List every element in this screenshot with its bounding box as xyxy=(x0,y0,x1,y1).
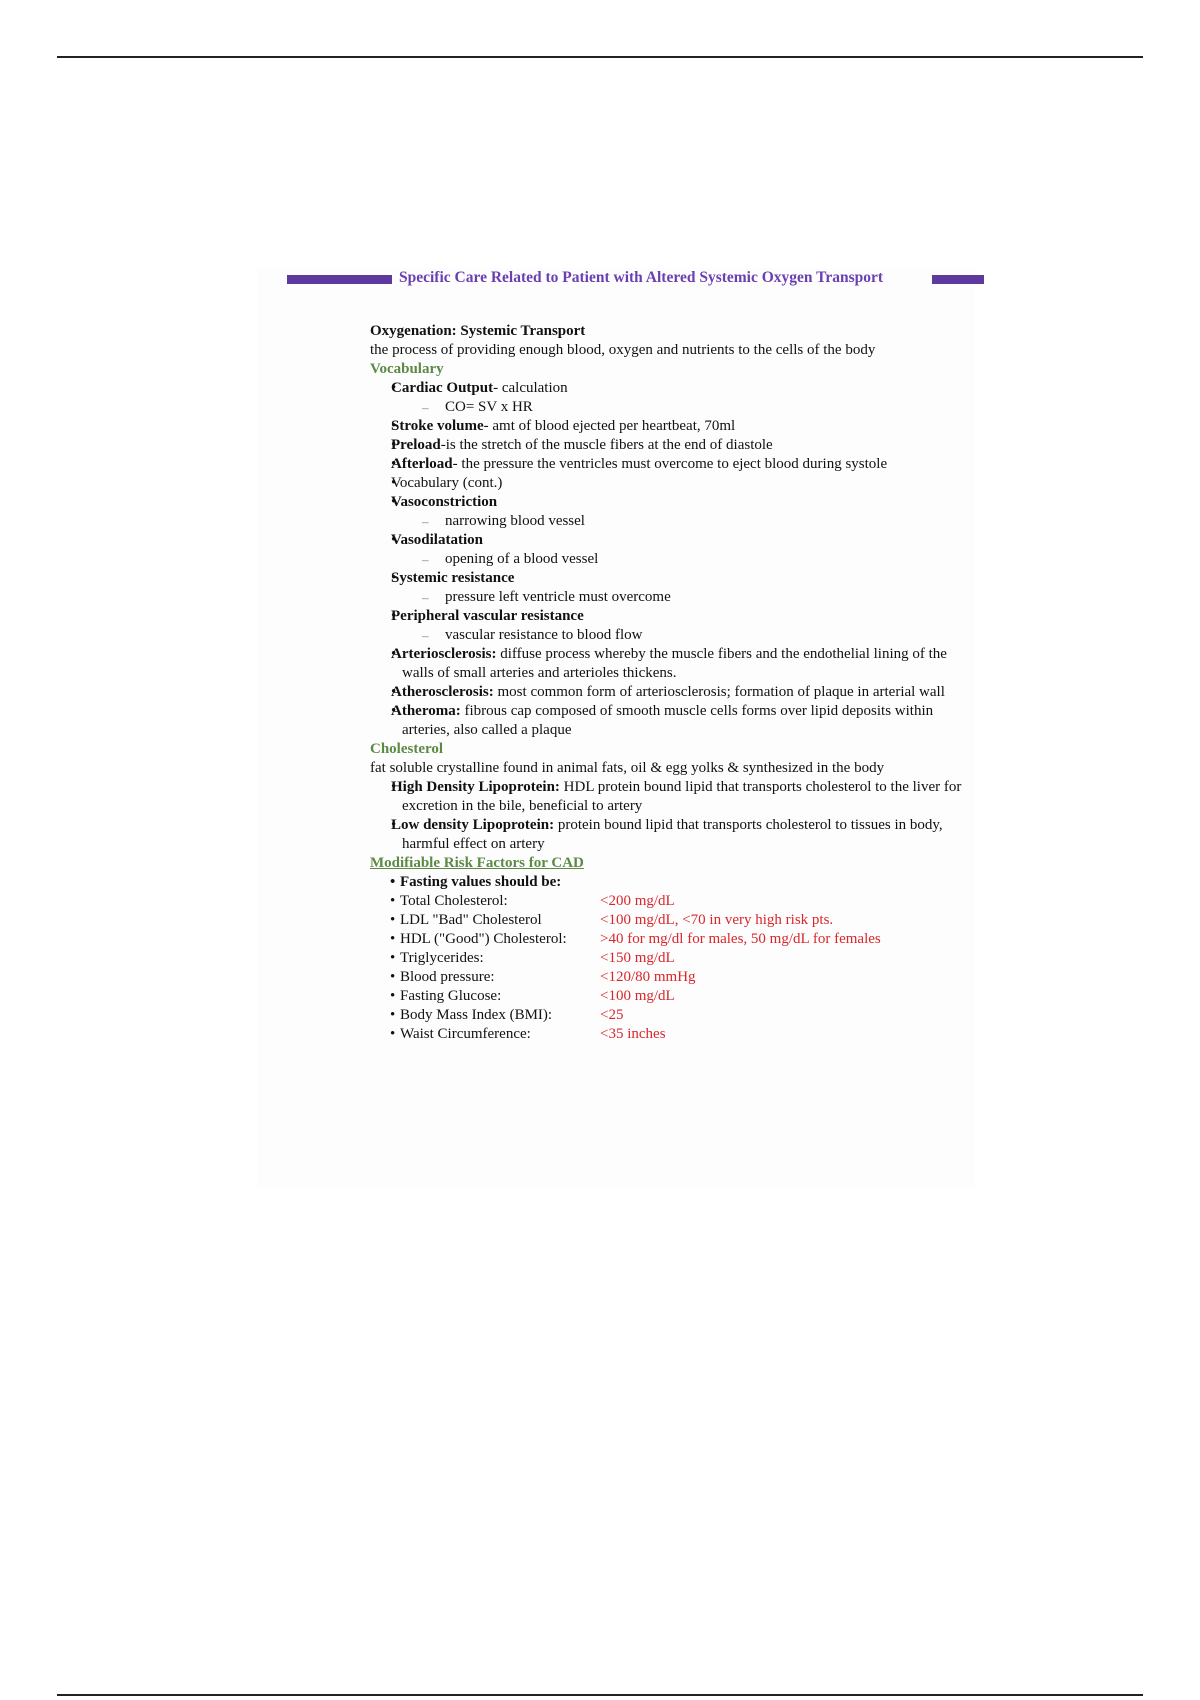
banner-title: Specific Care Related to Patient with Altered Systemic Oxygen Transport xyxy=(399,269,884,286)
cholesterol-text: fat soluble crystalline found in animal fats, oil & egg yolks & synthesized in the body xyxy=(370,760,885,776)
banner-bar-left xyxy=(287,275,392,284)
term: Vasoconstriction xyxy=(391,494,498,510)
risk-row xyxy=(390,1006,970,1025)
risk-factors-list xyxy=(370,873,970,1044)
definition: most common form of arteriosclerosis; formation of plaque in arterial wall xyxy=(493,684,945,700)
risk-label: • Body Mass Index (BMI): xyxy=(390,1006,600,1025)
term: Cardiac Output xyxy=(391,380,494,396)
list-item xyxy=(370,379,970,417)
risk-label: • Triglycerides: xyxy=(390,949,600,968)
cholesterol-list xyxy=(370,778,970,854)
risk-value: <120/80 mmHg xyxy=(600,969,696,985)
sub-item: – narrowing blood vessel xyxy=(402,512,970,531)
risk-value: <100 mg/dL xyxy=(600,988,675,1004)
definition: protein bound lipid that transports cholesterol to tissues in body, harmful effect on artery xyxy=(402,817,943,852)
definition: -is the stretch of the muscle fibers at the end of diastole xyxy=(440,437,773,453)
risk-label: • HDL ("Good") Cholesterol: xyxy=(390,930,600,949)
term: Systemic resistance xyxy=(391,570,515,586)
term: Afterload xyxy=(391,456,453,472)
risk-factors-heading: Modifiable Risk Factors for CAD xyxy=(370,855,584,871)
risk-row xyxy=(390,949,970,968)
vocabulary-heading: Vocabulary xyxy=(370,361,444,377)
term: Stroke volume xyxy=(391,418,484,434)
term: Vasodilatation xyxy=(391,532,483,548)
risk-label: • Fasting Glucose: xyxy=(390,987,600,1006)
risk-label: • Total Cholesterol: xyxy=(390,892,600,911)
list-item xyxy=(370,702,970,740)
vocabulary-list xyxy=(370,379,970,740)
risk-label: • Waist Circumference: xyxy=(390,1025,600,1044)
risk-row xyxy=(390,930,970,949)
term: High Density Lipoprotein: xyxy=(391,779,560,795)
list-item xyxy=(370,531,970,569)
list-item xyxy=(370,645,970,683)
term: Arteriosclerosis: xyxy=(391,646,497,662)
risk-row xyxy=(390,1025,970,1044)
list-item xyxy=(370,493,970,531)
sub-item: – vascular resistance to blood flow xyxy=(402,626,970,645)
definition: HDL protein bound lipid that transports cholesterol to the liver for excretion in the bile, beneficial to artery xyxy=(402,779,962,814)
banner-bar-right xyxy=(932,275,984,284)
definition: diffuse process whereby the muscle fibers and the endothelial lining of the walls of small arteries and arterioles thickens. xyxy=(402,646,947,681)
intro-heading: Oxygenation: Systemic Transport xyxy=(370,323,586,339)
term: Preload xyxy=(391,437,441,453)
section-banner xyxy=(287,268,984,292)
risk-row xyxy=(390,968,970,987)
sub-item: – CO= SV x HR xyxy=(402,398,970,417)
term: Atherosclerosis: xyxy=(391,684,494,700)
list-item xyxy=(370,778,970,816)
risk-intro: • Fasting values should be: xyxy=(390,873,561,892)
list-item xyxy=(370,569,970,607)
risk-row xyxy=(390,911,970,930)
risk-value: <200 mg/dL xyxy=(600,893,675,909)
cholesterol-heading: Cholesterol xyxy=(370,741,444,757)
definition: - calculation xyxy=(493,380,568,396)
risk-value: >40 for mg/dl for males, 50 mg/dL for females xyxy=(600,931,881,947)
list-item xyxy=(370,436,970,455)
list-item xyxy=(370,455,970,474)
definition: Vocabulary (cont.) xyxy=(391,475,503,491)
risk-value: <150 mg/dL xyxy=(600,950,675,966)
list-item xyxy=(370,607,970,645)
sub-item: – pressure left ventricle must overcome xyxy=(402,588,970,607)
top-rule xyxy=(57,56,1143,58)
risk-label: • LDL "Bad" Cholesterol xyxy=(390,911,600,930)
list-item xyxy=(370,417,970,436)
list-item xyxy=(370,474,970,493)
sub-item: – opening of a blood vessel xyxy=(402,550,970,569)
bottom-rule xyxy=(57,1694,1143,1696)
intro-text: the process of providing enough blood, oxygen and nutrients to the cells of the body xyxy=(370,342,876,358)
risk-value: <100 mg/dL, <70 in very high risk pts. xyxy=(600,912,834,928)
risk-row xyxy=(390,987,970,1006)
risk-value: <25 xyxy=(600,1007,624,1023)
definition: - the pressure the ventricles must overcome to eject blood during systole xyxy=(452,456,888,472)
term: Low density Lipoprotein: xyxy=(391,817,555,833)
risk-value: <35 inches xyxy=(600,1026,666,1042)
risk-label: • Blood pressure: xyxy=(390,968,600,987)
risk-row xyxy=(390,892,970,911)
term: Atheroma: xyxy=(391,703,461,719)
list-item xyxy=(370,683,970,702)
list-item xyxy=(370,816,970,854)
term: Peripheral vascular resistance xyxy=(391,608,584,624)
document-content xyxy=(370,322,970,1044)
risk-intro-row xyxy=(390,873,970,892)
document-page xyxy=(257,268,975,1188)
definition: - amt of blood ejected per heartbeat, 70ml xyxy=(483,418,736,434)
definition: fibrous cap composed of smooth muscle cells forms over lipid deposits within arteries, also called a plaque xyxy=(402,703,934,738)
